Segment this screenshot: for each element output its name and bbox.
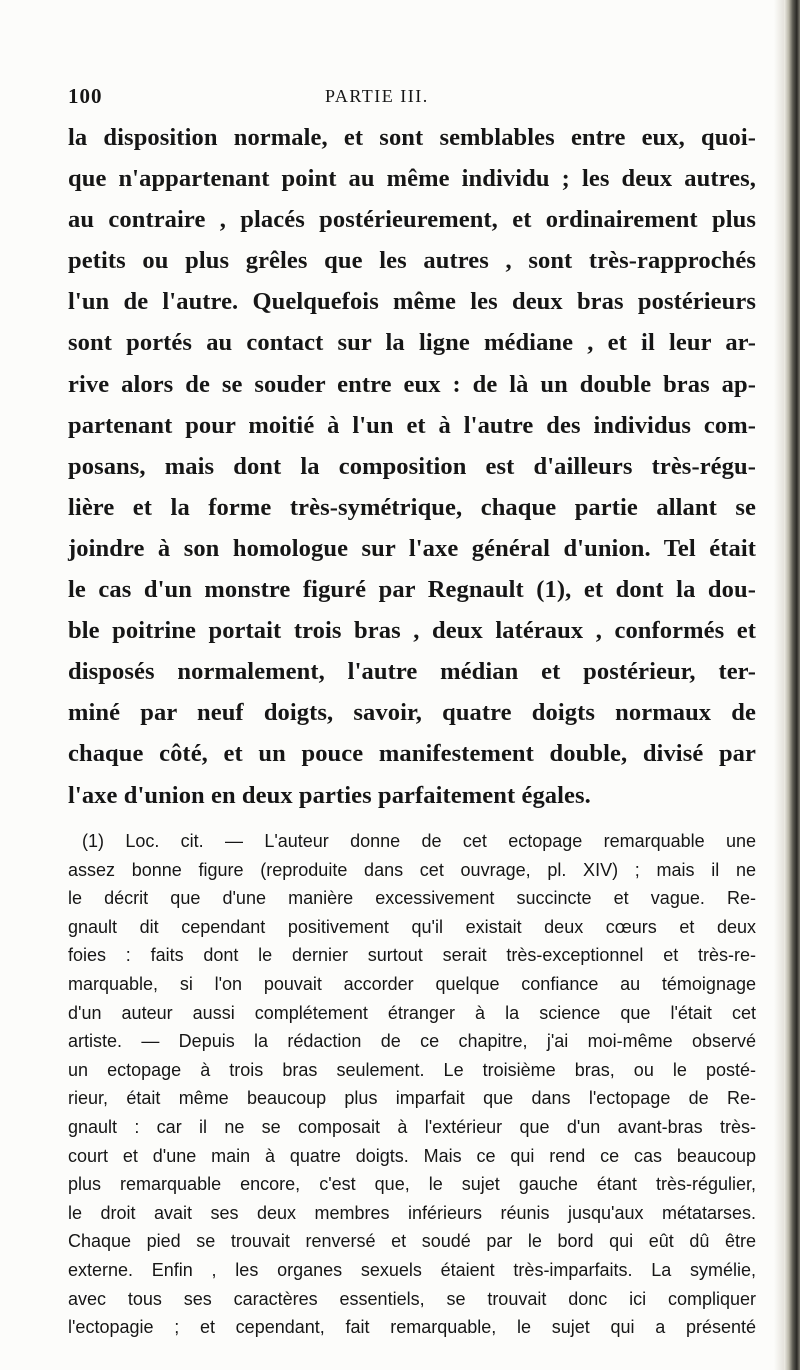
- main-paragraph: [68, 117, 756, 816]
- footnote-line: le décrit que d'une manière excessivement succincte et vague. Re-: [68, 888, 756, 909]
- text-line: l'un de l'autre. Quelquefois même les deux bras postérieurs: [68, 288, 756, 316]
- footnote-line: artiste. — Depuis la rédaction de ce chapitre, j'ai moi-même observé: [68, 1031, 756, 1052]
- text-line: l'axe d'union en deux parties parfaitement égales.: [68, 781, 591, 809]
- footnote-line: avec tous ses caractères essentiels, se trouvait donc ici compliquer: [68, 1288, 756, 1309]
- footnote-line: le droit avait ses deux membres inférieurs réunis jusqu'aux métatarses.: [68, 1202, 756, 1223]
- footnote-line: un ectopage à trois bras seulement. Le troisième bras, ou le posté-: [68, 1059, 756, 1080]
- text-line: rive alors de se souder entre eux : de là un double bras ap-: [68, 370, 756, 398]
- text-line: petits ou plus grêles que les autres , sont très-rapprochés: [68, 247, 756, 275]
- running-head: PARTIE III.: [325, 86, 429, 106]
- footnote-line: rieur, était même beaucoup plus imparfait que dans l'ectopage de Re-: [68, 1088, 756, 1109]
- text-line: ble poitrine portait trois bras , deux latéraux , conformés et: [68, 617, 756, 645]
- text-line: la disposition normale, et sont semblables entre eux, quoi-: [68, 124, 756, 151]
- text-line: miné par neuf doigts, savoir, quatre doigts normaux de: [68, 699, 756, 727]
- footnote-line: Chaque pied se trouvait renversé et soudé par le bord qui eût dû être: [68, 1231, 756, 1252]
- footnote: [68, 827, 756, 1342]
- footnote-line: assez bonne figure (reproduite dans cet ouvrage, pl. XIV) ; mais il ne: [68, 859, 756, 880]
- footnote-line: foies : faits dont le dernier surtout serait très-exceptionnel et très-re-: [68, 945, 756, 966]
- text-line: joindre à son homologue sur l'axe général d'union. Tel était: [68, 534, 756, 562]
- text-line: chaque côté, et un pouce manifestement double, divisé par: [68, 740, 756, 768]
- page-binding-edge: [784, 0, 800, 1370]
- binding-shadow: [774, 0, 784, 1370]
- footnote-line: gnault dit cependant positivement qu'il existait deux cœurs et deux: [68, 916, 756, 937]
- text-line: posans, mais dont la composition est d'ailleurs très-régu-: [68, 452, 756, 480]
- footnote-line: marquable, si l'on pouvait accorder quelque confiance au témoignage: [68, 973, 756, 994]
- page-header: [68, 84, 768, 114]
- text-line: lière et la forme très-symétrique, chaque partie allant se: [68, 493, 756, 521]
- footnote-line: court et d'une main à quatre doigts. Mais ce qui rend ce cas beaucoup: [68, 1145, 756, 1166]
- footnote-line: d'un auteur aussi complétement étranger à la science que l'était cet: [68, 1002, 756, 1023]
- text-line: que n'appartenant point au même individu ; les deux autres,: [68, 165, 756, 193]
- text-line: le cas d'un monstre figuré par Regnault (1), et dont la dou-: [68, 576, 756, 604]
- text-line: sont portés au contact sur la ligne médiane , et il leur ar-: [68, 329, 756, 357]
- footnote-line: plus remarquable encore, c'est que, le sujet gauche étant très-régulier,: [68, 1174, 756, 1195]
- footnote-line: l'ectopagie ; et cependant, fait remarquable, le sujet qui a présenté: [68, 1317, 756, 1338]
- text-line: disposés normalement, l'autre médian et postérieur, ter-: [68, 658, 756, 686]
- text-line: partenant pour moitié à l'un et à l'autre des individus com-: [68, 411, 756, 439]
- footnote-line: gnault : car il ne se composait à l'extérieur que d'un avant-bras très-: [68, 1116, 756, 1137]
- footnote-line: externe. Enfin , les organes sexuels étaient très-imparfaits. La symélie,: [68, 1259, 756, 1280]
- text-line: au contraire , placés postérieurement, et ordinairement plus: [68, 206, 756, 234]
- page-number: 100: [68, 84, 103, 108]
- footnote-line: (1) Loc. cit. — L'auteur donne de cet ectopage remarquable une: [82, 831, 756, 851]
